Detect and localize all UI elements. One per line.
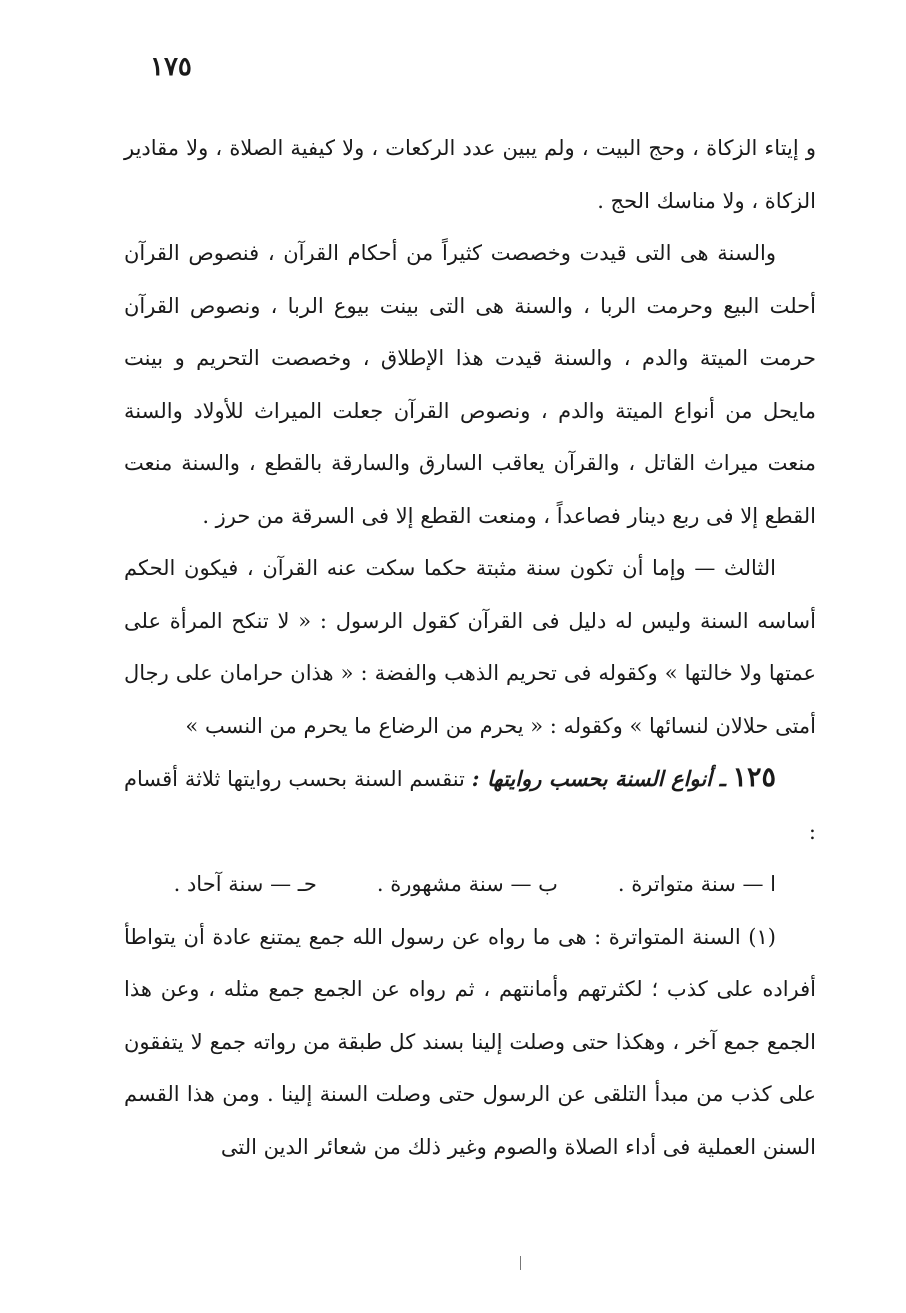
section-number: ١٢٥: [732, 762, 776, 793]
sunnah-types-list: [124, 858, 816, 911]
section-title: ـ أنواع السنة بحسب روايتها :: [471, 766, 726, 791]
footer-mark: [520, 1256, 521, 1270]
type-ahad: حـ — سنة آحاد .: [173, 872, 317, 896]
type-mashhur: ب — سنة مشهورة .: [376, 872, 558, 896]
section-heading: [124, 752, 816, 858]
paragraph-4: (١) السنة المتواترة : هى ما رواه عن رسول الله جمع يمتنع عادة أن يتواطأ أفراده على كذب ؛ لكثرتهم وأمانتهم ، ثم رواه عن الجمع جمع مثله ، وعن هذا الجمع جمع آخر ، وهكذا حتى وصلت إلينا بسند كل طبقة من رواته جمع لا يتفقون على كذب من مبدأ التلقى عن الرسول حتى وصلت السنة إلينا . ومن هذا القسم السنن العملية فى أداء الصلاة والصوم وغير ذلك من شعائر الدين التى: [124, 924, 816, 1159]
paragraph-3: الثالث — وإما أن تكون سنة مثبتة حكما سكت عنه القرآن ، فيكون الحكم أساسه السنة وليس له دليل فى القرآن كقول الرسول : « لا تنكح المرأة على عمتها ولا خالتها » وكقوله فى تحريم الذهب والفضة : « هذان حرامان على رجال أمتى حلالان لنسائها » وكقوله : « يحرم من الرضاع ما يحرم من النسب »: [124, 556, 816, 738]
type-mutawatir: ا — سنة متواترة .: [617, 872, 776, 896]
page-number: ١٧٥: [150, 52, 192, 82]
paragraph-2: والسنة هى التى قيدت وخصصت كثيراً من أحكام القرآن ، فنصوص القرآن أحلت البيع وحرمت الربا ، والسنة هى التى بينت بيوع الربا ، ونصوص القرآن حرمت الميتة والدم ، والسنة قيدت هذا الإطلاق ، وخصصت التحريم و بينت مايحل من أنواع الميتة والدم ، ونصوص القرآن جعلت الميراث للأولاد والسنة منعت ميراث القاتل ، والقرآن يعاقب السارق والسارقة بالقطع ، والسنة منعت القطع إلا فى ربع دينار فصاعداً ، ومنعت القطع إلا فى السرقة من حرز .: [124, 241, 816, 528]
paragraph-1: و إيتاء الزكاة ، وحج البيت ، ولم يبين عدد الركعات ، ولا كيفية الصلاة ، ولا مقادير الزكاة ، ولا مناسك الحج .: [124, 136, 816, 213]
section-intro: تنقسم السنة بحسب روايتها ثلاثة أقسام :: [124, 767, 816, 844]
page-body: [124, 122, 816, 1173]
